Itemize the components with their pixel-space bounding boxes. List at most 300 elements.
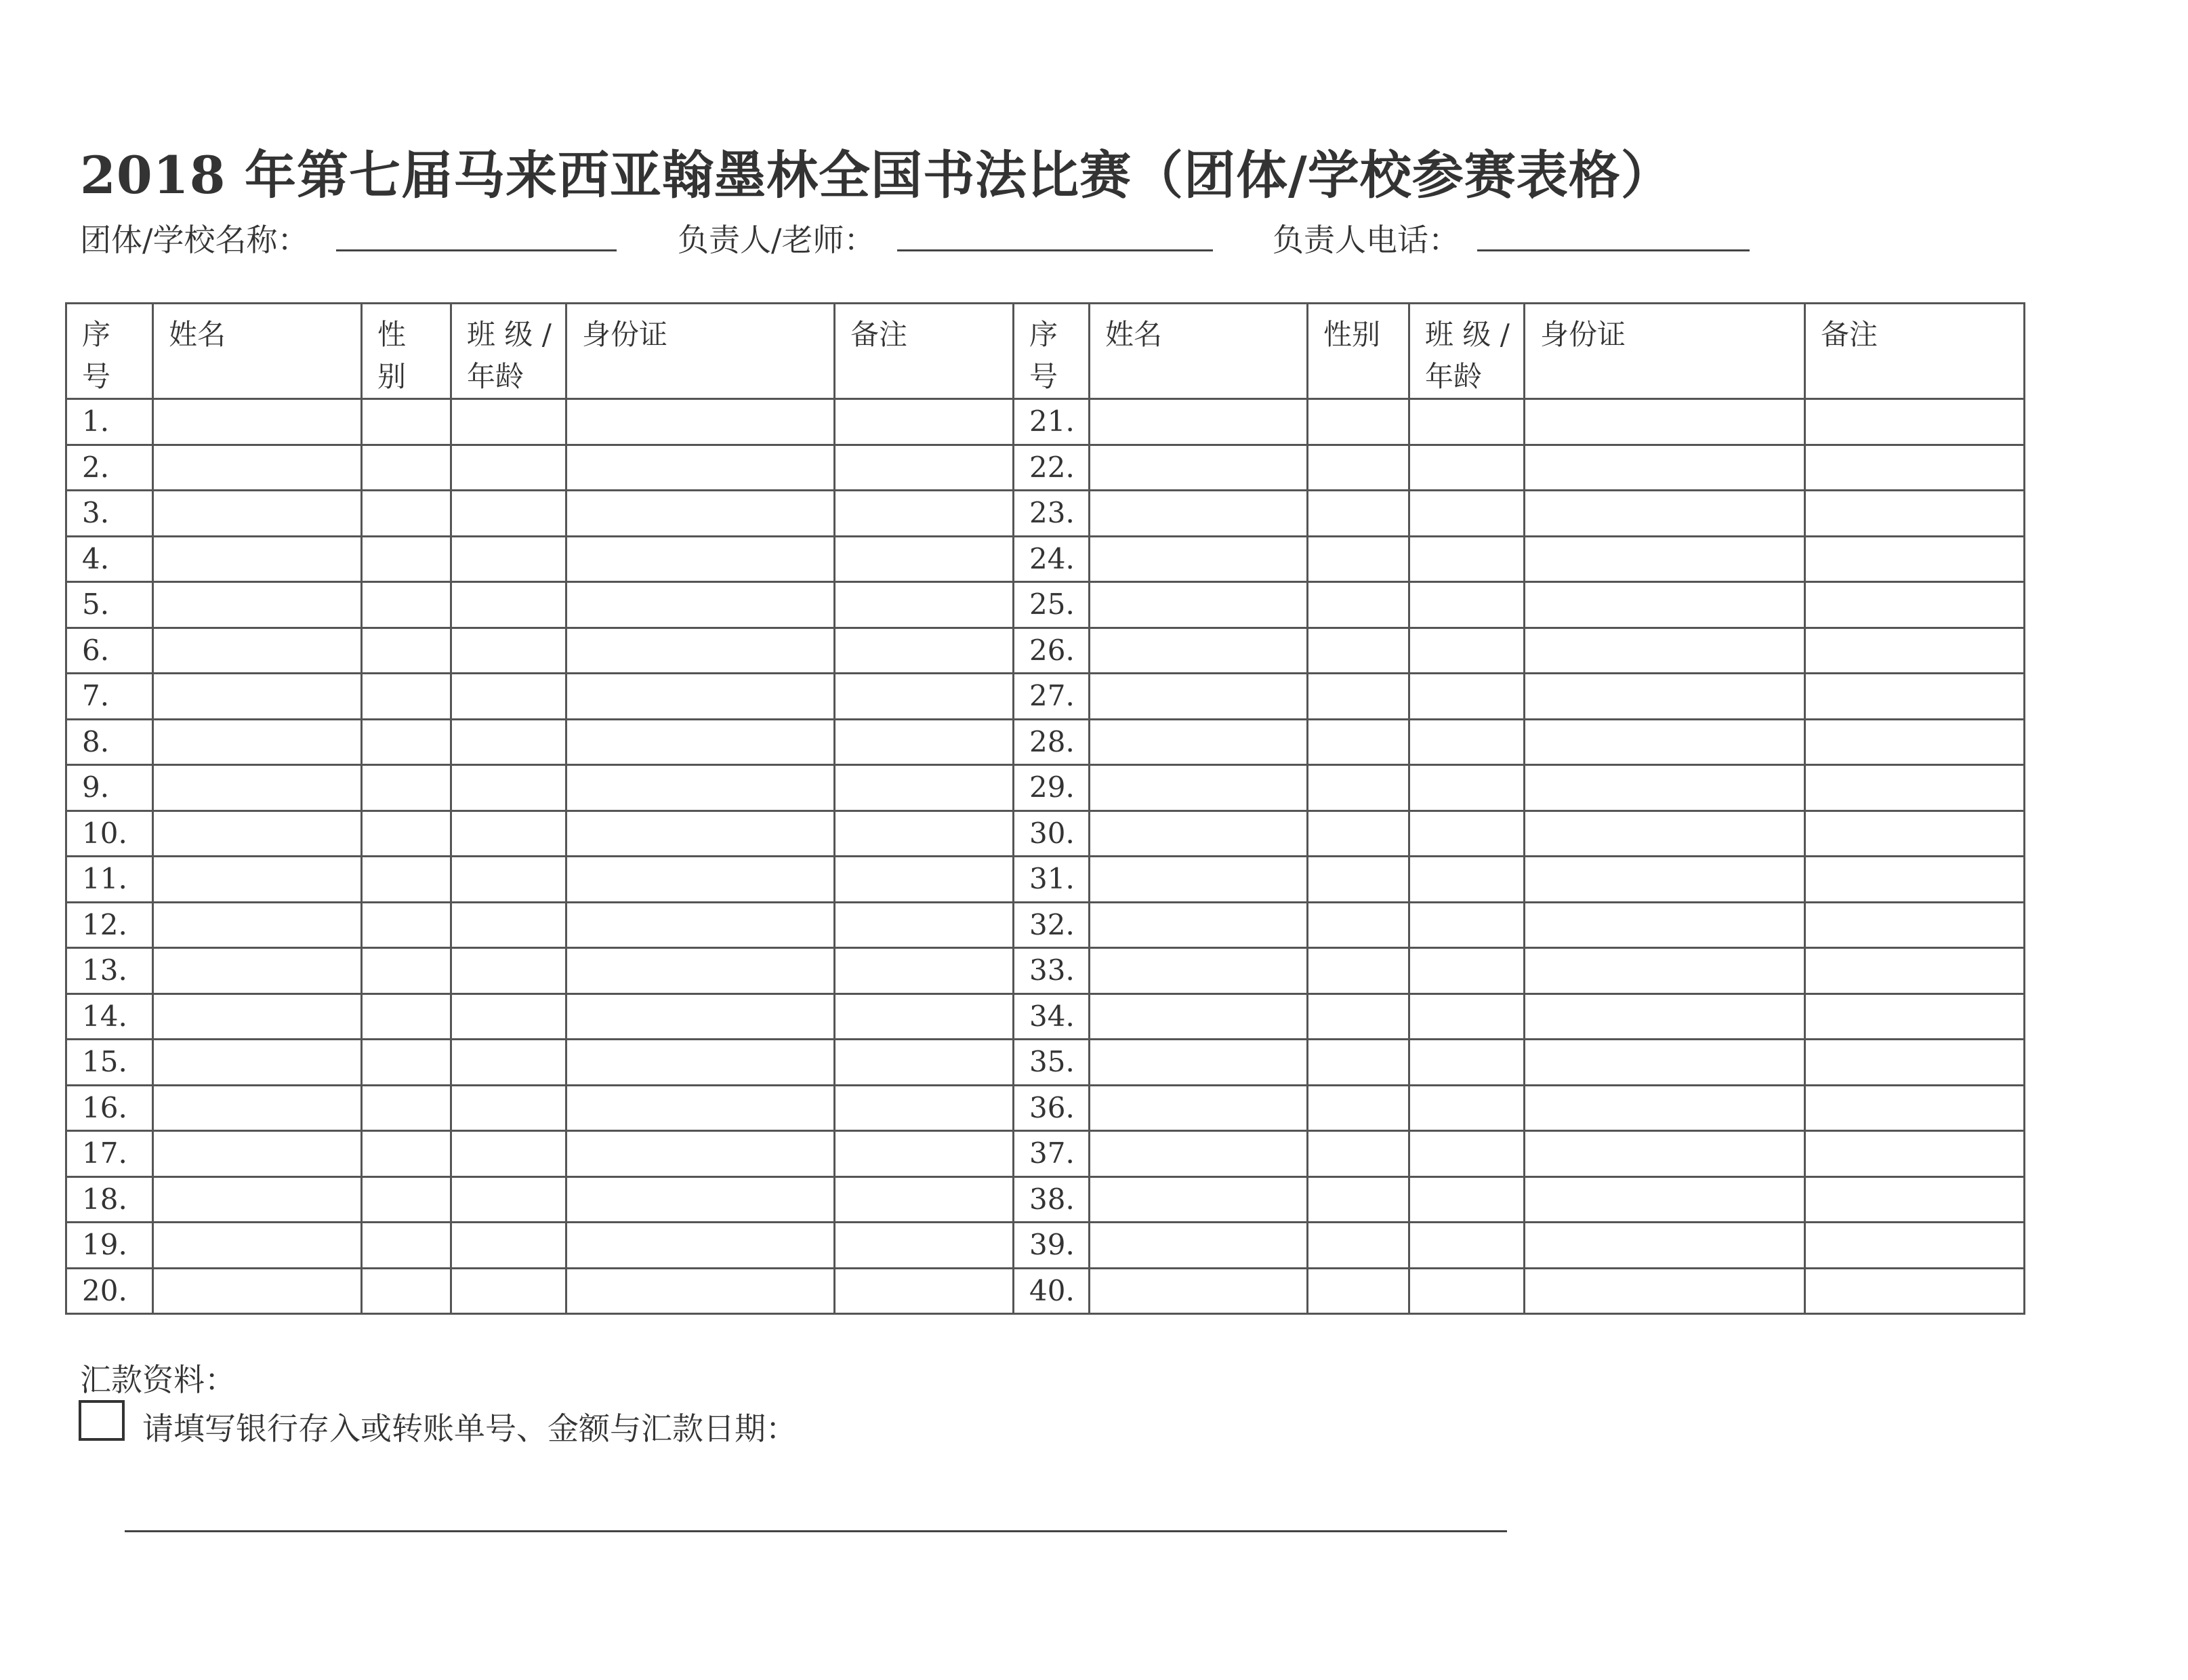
name-cell-left[interactable] (153, 1176, 362, 1223)
row-number-right: 26. (1014, 628, 1090, 674)
id-cell-right[interactable] (1525, 902, 1805, 948)
name-cell-left[interactable] (153, 1040, 362, 1086)
gender-cell-left[interactable] (362, 765, 451, 811)
class-age-cell-right[interactable] (1409, 1176, 1525, 1223)
gender-cell-left[interactable] (362, 811, 451, 857)
class-age-cell-right[interactable] (1409, 948, 1525, 994)
table-row (66, 491, 2025, 537)
teacher-input[interactable] (897, 249, 1213, 251)
phone-label: 负责人电话： (1273, 222, 1460, 258)
id-cell-left[interactable] (566, 857, 835, 903)
table-row (66, 902, 2025, 948)
remarks-cell-left[interactable] (835, 536, 1014, 582)
id-cell-left[interactable] (566, 1176, 835, 1223)
id-cell-left[interactable] (566, 491, 835, 537)
id-cell-right[interactable] (1525, 765, 1805, 811)
header-remarks-label: 备注 (1821, 318, 1878, 351)
name-cell-right[interactable] (1090, 1040, 1308, 1086)
gender-cell-left[interactable] (362, 1268, 451, 1314)
gender-cell-right[interactable] (1308, 1131, 1409, 1177)
name-cell-left[interactable] (153, 491, 362, 537)
id-cell-left[interactable] (566, 536, 835, 582)
name-cell-right[interactable] (1090, 445, 1308, 491)
remarks-cell-left[interactable] (835, 674, 1014, 720)
remarks-cell-right[interactable] (1805, 1176, 2025, 1223)
table-row (66, 857, 2025, 903)
id-cell-right[interactable] (1525, 1223, 1805, 1269)
name-cell-left[interactable] (153, 902, 362, 948)
header-class-bottom: 年龄 (467, 360, 524, 393)
id-cell-right[interactable] (1525, 1131, 1805, 1177)
remarks-cell-left[interactable] (835, 1040, 1014, 1086)
header-id-label: 身份证 (1540, 318, 1626, 351)
gender-cell-right[interactable] (1308, 582, 1409, 628)
row-number-right: 23. (1014, 491, 1090, 537)
name-cell-right[interactable] (1090, 1085, 1308, 1131)
name-cell-left[interactable] (153, 1268, 362, 1314)
class-age-cell-left[interactable] (451, 399, 566, 445)
remarks-cell-left[interactable] (835, 719, 1014, 765)
gender-cell-left[interactable] (362, 399, 451, 445)
header-remarks-label: 备注 (850, 318, 908, 351)
id-cell-right[interactable] (1525, 399, 1805, 445)
id-cell-right[interactable] (1525, 719, 1805, 765)
class-age-cell-right[interactable] (1409, 1040, 1525, 1086)
id-cell-left[interactable] (566, 628, 835, 674)
gender-cell-left[interactable] (362, 491, 451, 537)
remarks-cell-left[interactable] (835, 1176, 1014, 1223)
gender-cell-left[interactable] (362, 719, 451, 765)
remarks-cell-right[interactable] (1805, 536, 2025, 582)
row-number-right: 40. (1014, 1268, 1090, 1314)
name-cell-right[interactable] (1090, 628, 1308, 674)
class-age-cell-left[interactable] (451, 902, 566, 948)
header-seq-left (66, 304, 153, 399)
remarks-cell-left[interactable] (835, 1268, 1014, 1314)
row-number-right: 29. (1014, 765, 1090, 811)
id-cell-right[interactable] (1525, 674, 1805, 720)
name-cell-left[interactable] (153, 857, 362, 903)
row-number-left: 5. (66, 582, 153, 628)
name-cell-left[interactable] (153, 948, 362, 994)
gender-cell-right[interactable] (1308, 445, 1409, 491)
class-age-cell-left[interactable] (451, 628, 566, 674)
gender-cell-left[interactable] (362, 445, 451, 491)
gender-cell-left[interactable] (362, 674, 451, 720)
table-row (66, 399, 2025, 445)
name-cell-left[interactable] (153, 628, 362, 674)
row-number-right: 32. (1014, 902, 1090, 948)
gender-cell-left[interactable] (362, 1131, 451, 1177)
form-title: 2018 年第七届马来西亚翰墨林全国书法比赛（团体/学校参赛表格） (80, 145, 1673, 205)
id-cell-left[interactable] (566, 948, 835, 994)
remarks-cell-left[interactable] (835, 491, 1014, 537)
gender-cell-right[interactable] (1308, 1085, 1409, 1131)
class-age-cell-left[interactable] (451, 948, 566, 994)
gender-cell-right[interactable] (1308, 1040, 1409, 1086)
name-cell-right[interactable] (1090, 582, 1308, 628)
remarks-cell-left[interactable] (835, 1131, 1014, 1177)
gender-cell-right[interactable] (1308, 765, 1409, 811)
class-age-cell-left[interactable] (451, 1131, 566, 1177)
phone-input[interactable] (1477, 249, 1750, 251)
remittance-input-line[interactable] (125, 1530, 1507, 1532)
row-number-right: 27. (1014, 674, 1090, 720)
remarks-cell-left[interactable] (835, 811, 1014, 857)
name-cell-right[interactable] (1090, 811, 1308, 857)
org-name-input[interactable] (336, 249, 617, 251)
class-age-cell-left[interactable] (451, 1176, 566, 1223)
name-cell-right[interactable] (1090, 536, 1308, 582)
table-header-row (66, 304, 2025, 399)
id-cell-right[interactable] (1525, 628, 1805, 674)
gender-cell-left[interactable] (362, 1176, 451, 1223)
id-cell-right[interactable] (1525, 1176, 1805, 1223)
remarks-cell-left[interactable] (835, 628, 1014, 674)
row-number-left: 7. (66, 674, 153, 720)
remarks-cell-right[interactable] (1805, 445, 2025, 491)
class-age-cell-left[interactable] (451, 811, 566, 857)
row-number-left: 10. (66, 811, 153, 857)
table-row (66, 811, 2025, 857)
remarks-cell-right[interactable] (1805, 491, 2025, 537)
name-cell-right[interactable] (1090, 765, 1308, 811)
name-cell-left[interactable] (153, 765, 362, 811)
gender-cell-right[interactable] (1308, 1176, 1409, 1223)
id-cell-left[interactable] (566, 674, 835, 720)
table-row (66, 582, 2025, 628)
class-age-cell-left[interactable] (451, 719, 566, 765)
row-number-left: 4. (66, 536, 153, 582)
remarks-cell-right[interactable] (1805, 902, 2025, 948)
name-cell-left[interactable] (153, 536, 362, 582)
table-row (66, 1040, 2025, 1086)
row-number-left: 15. (66, 1040, 153, 1086)
remarks-cell-right[interactable] (1805, 582, 2025, 628)
id-cell-left[interactable] (566, 719, 835, 765)
class-age-cell-right[interactable] (1409, 1131, 1525, 1177)
name-cell-right[interactable] (1090, 399, 1308, 445)
row-number-left: 17. (66, 1131, 153, 1177)
row-number-left: 18. (66, 1176, 153, 1223)
remarks-cell-left[interactable] (835, 857, 1014, 903)
name-cell-left[interactable] (153, 399, 362, 445)
row-number-left: 6. (66, 628, 153, 674)
header-gender-top: 性 (377, 318, 407, 351)
gender-cell-right[interactable] (1308, 674, 1409, 720)
gender-cell-left[interactable] (362, 1223, 451, 1269)
row-number-right: 39. (1014, 1223, 1090, 1269)
row-number-right: 30. (1014, 811, 1090, 857)
gender-cell-right[interactable] (1308, 948, 1409, 994)
header-name-label: 姓名 (1105, 318, 1163, 351)
row-number-right: 34. (1014, 993, 1090, 1040)
class-age-cell-right[interactable] (1409, 1223, 1525, 1269)
class-age-cell-left[interactable] (451, 536, 566, 582)
name-cell-left[interactable] (153, 811, 362, 857)
id-cell-right[interactable] (1525, 993, 1805, 1040)
teacher-label: 负责人/老师： (678, 222, 875, 258)
org-name-label: 团体/学校名称： (80, 222, 309, 258)
header-class-top: 班 级 / (467, 318, 552, 351)
gender-cell-left[interactable] (362, 948, 451, 994)
header-seq-bottom: 号 (82, 360, 111, 393)
header-gender-left (362, 304, 451, 399)
gender-cell-left[interactable] (362, 857, 451, 903)
table-row (66, 1085, 2025, 1131)
header-gender-bottom: 别 (377, 360, 407, 393)
name-cell-right[interactable] (1090, 491, 1308, 537)
name-cell-left[interactable] (153, 445, 362, 491)
remarks-cell-right[interactable] (1805, 1268, 2025, 1314)
id-cell-right[interactable] (1525, 1085, 1805, 1131)
table-row (66, 445, 2025, 491)
id-cell-left[interactable] (566, 582, 835, 628)
id-cell-right[interactable] (1525, 1268, 1805, 1314)
remarks-cell-left[interactable] (835, 765, 1014, 811)
class-age-cell-right[interactable] (1409, 582, 1525, 628)
remarks-cell-right[interactable] (1805, 628, 2025, 674)
gender-cell-right[interactable] (1308, 857, 1409, 903)
row-number-right: 38. (1014, 1176, 1090, 1223)
class-age-cell-right[interactable] (1409, 491, 1525, 537)
gender-cell-right[interactable] (1308, 993, 1409, 1040)
gender-cell-right[interactable] (1308, 1223, 1409, 1269)
class-age-cell-right[interactable] (1409, 993, 1525, 1040)
class-age-cell-right[interactable] (1409, 902, 1525, 948)
id-cell-left[interactable] (566, 1268, 835, 1314)
participants-table (65, 302, 2025, 1315)
id-cell-left[interactable] (566, 993, 835, 1040)
name-cell-left[interactable] (153, 1131, 362, 1177)
remarks-cell-left[interactable] (835, 948, 1014, 994)
header-id-label: 身份证 (582, 318, 668, 351)
class-age-cell-left[interactable] (451, 993, 566, 1040)
id-cell-right[interactable] (1525, 582, 1805, 628)
gender-cell-right[interactable] (1308, 1268, 1409, 1314)
gender-cell-left[interactable] (362, 1085, 451, 1131)
class-age-cell-left[interactable] (451, 1085, 566, 1131)
table-row (66, 674, 2025, 720)
header-id-right (1525, 304, 1805, 399)
table-row (66, 1176, 2025, 1223)
header-seq-top: 序 (82, 318, 111, 351)
remarks-cell-right[interactable] (1805, 993, 2025, 1040)
remarks-cell-left[interactable] (835, 993, 1014, 1040)
id-cell-right[interactable] (1525, 811, 1805, 857)
class-age-cell-left[interactable] (451, 1268, 566, 1314)
class-age-cell-left[interactable] (451, 1223, 566, 1269)
table-row (66, 719, 2025, 765)
name-cell-right[interactable] (1090, 857, 1308, 903)
row-number-left: 12. (66, 902, 153, 948)
row-number-right: 36. (1014, 1085, 1090, 1131)
remittance-label: 汇款资料： (80, 1361, 236, 1398)
class-age-cell-right[interactable] (1409, 857, 1525, 903)
header-seq-right (1014, 304, 1090, 399)
id-cell-left[interactable] (566, 1085, 835, 1131)
remarks-cell-right[interactable] (1805, 719, 2025, 765)
row-number-right: 21. (1014, 399, 1090, 445)
class-age-cell-left[interactable] (451, 1040, 566, 1086)
id-cell-right[interactable] (1525, 536, 1805, 582)
remarks-cell-right[interactable] (1805, 1131, 2025, 1177)
header-id-left (566, 304, 835, 399)
class-age-cell-right[interactable] (1409, 1085, 1525, 1131)
gender-cell-right[interactable] (1308, 536, 1409, 582)
table-row (66, 765, 2025, 811)
row-number-right: 33. (1014, 948, 1090, 994)
class-age-cell-right[interactable] (1409, 719, 1525, 765)
name-cell-right[interactable] (1090, 993, 1308, 1040)
remarks-cell-left[interactable] (835, 399, 1014, 445)
gender-cell-right[interactable] (1308, 399, 1409, 445)
row-number-left: 20. (66, 1268, 153, 1314)
remarks-cell-right[interactable] (1805, 857, 2025, 903)
header-class-right (1409, 304, 1525, 399)
class-age-cell-right[interactable] (1409, 628, 1525, 674)
row-number-left: 19. (66, 1223, 153, 1269)
remarks-cell-right[interactable] (1805, 1085, 2025, 1131)
remarks-cell-right[interactable] (1805, 399, 2025, 445)
name-cell-right[interactable] (1090, 1131, 1308, 1177)
table-row (66, 628, 2025, 674)
row-number-left: 2. (66, 445, 153, 491)
remarks-cell-right[interactable] (1805, 674, 2025, 720)
gender-cell-left[interactable] (362, 536, 451, 582)
class-age-cell-right[interactable] (1409, 536, 1525, 582)
class-age-cell-right[interactable] (1409, 1268, 1525, 1314)
header-seq-top: 序 (1029, 318, 1058, 351)
id-cell-left[interactable] (566, 1223, 835, 1269)
header-gender-label: 性别 (1323, 318, 1381, 351)
row-number-right: 31. (1014, 857, 1090, 903)
row-number-right: 35. (1014, 1040, 1090, 1086)
class-age-cell-left[interactable] (451, 491, 566, 537)
row-number-right: 22. (1014, 445, 1090, 491)
class-age-cell-left[interactable] (451, 857, 566, 903)
remarks-cell-right[interactable] (1805, 765, 2025, 811)
gender-cell-left[interactable] (362, 582, 451, 628)
header-remarks-left (835, 304, 1014, 399)
header-seq-bottom: 号 (1029, 360, 1058, 393)
table-row (66, 948, 2025, 994)
gender-cell-right[interactable] (1308, 719, 1409, 765)
id-cell-left[interactable] (566, 1131, 835, 1177)
row-number-left: 11. (66, 857, 153, 903)
header-remarks-right (1805, 304, 2025, 399)
class-age-cell-left[interactable] (451, 445, 566, 491)
remittance-checkbox-label: 请填写银行存入或转账单号、金额与汇款日期： (142, 1410, 797, 1447)
header-gender-right (1308, 304, 1409, 399)
gender-cell-right[interactable] (1308, 628, 1409, 674)
class-age-cell-left[interactable] (451, 582, 566, 628)
id-cell-left[interactable] (566, 765, 835, 811)
id-cell-right[interactable] (1525, 491, 1805, 537)
name-cell-left[interactable] (153, 993, 362, 1040)
class-age-cell-left[interactable] (451, 765, 566, 811)
id-cell-right[interactable] (1525, 445, 1805, 491)
remarks-cell-left[interactable] (835, 445, 1014, 491)
id-cell-left[interactable] (566, 1040, 835, 1086)
row-number-left: 1. (66, 399, 153, 445)
name-cell-right[interactable] (1090, 902, 1308, 948)
remarks-cell-right[interactable] (1805, 1040, 2025, 1086)
name-cell-left[interactable] (153, 719, 362, 765)
remarks-cell-left[interactable] (835, 1085, 1014, 1131)
id-cell-right[interactable] (1525, 948, 1805, 994)
name-cell-right[interactable] (1090, 948, 1308, 994)
id-cell-right[interactable] (1525, 857, 1805, 903)
table-row (66, 1223, 2025, 1269)
gender-cell-left[interactable] (362, 902, 451, 948)
gender-cell-left[interactable] (362, 1040, 451, 1086)
name-cell-right[interactable] (1090, 1223, 1308, 1269)
header-name-right (1090, 304, 1308, 399)
name-cell-right[interactable] (1090, 1268, 1308, 1314)
row-number-left: 14. (66, 993, 153, 1040)
table-row (66, 1131, 2025, 1177)
class-age-cell-right[interactable] (1409, 399, 1525, 445)
id-cell-left[interactable] (566, 445, 835, 491)
name-cell-left[interactable] (153, 1085, 362, 1131)
class-age-cell-right[interactable] (1409, 674, 1525, 720)
id-cell-left[interactable] (566, 902, 835, 948)
id-cell-left[interactable] (566, 811, 835, 857)
class-age-cell-left[interactable] (451, 674, 566, 720)
name-cell-right[interactable] (1090, 1176, 1308, 1223)
name-cell-right[interactable] (1090, 674, 1308, 720)
id-cell-left[interactable] (566, 399, 835, 445)
name-cell-right[interactable] (1090, 719, 1308, 765)
table-row (66, 1268, 2025, 1314)
row-number-right: 25. (1014, 582, 1090, 628)
row-number-left: 9. (66, 765, 153, 811)
gender-cell-right[interactable] (1308, 811, 1409, 857)
table-row (66, 536, 2025, 582)
row-number-left: 8. (66, 719, 153, 765)
name-cell-left[interactable] (153, 1223, 362, 1269)
remarks-cell-right[interactable] (1805, 1223, 2025, 1269)
header-class-bottom: 年龄 (1425, 360, 1483, 393)
row-number-right: 37. (1014, 1131, 1090, 1177)
gender-cell-left[interactable] (362, 628, 451, 674)
name-cell-left[interactable] (153, 674, 362, 720)
table-row (66, 993, 2025, 1040)
row-number-right: 24. (1014, 536, 1090, 582)
header-class-left (451, 304, 566, 399)
gender-cell-left[interactable] (362, 993, 451, 1040)
row-number-left: 13. (66, 948, 153, 994)
remarks-cell-left[interactable] (835, 1223, 1014, 1269)
header-class-top: 班 级 / (1425, 318, 1510, 351)
remarks-cell-right[interactable] (1805, 811, 2025, 857)
remarks-cell-left[interactable] (835, 582, 1014, 628)
remarks-cell-right[interactable] (1805, 948, 2025, 994)
header-name-label: 姓名 (169, 318, 226, 351)
class-age-cell-right[interactable] (1409, 765, 1525, 811)
row-number-left: 16. (66, 1085, 153, 1131)
id-cell-right[interactable] (1525, 1040, 1805, 1086)
gender-cell-right[interactable] (1308, 902, 1409, 948)
row-number-right: 28. (1014, 719, 1090, 765)
name-cell-left[interactable] (153, 582, 362, 628)
gender-cell-right[interactable] (1308, 491, 1409, 537)
class-age-cell-right[interactable] (1409, 445, 1525, 491)
remarks-cell-left[interactable] (835, 902, 1014, 948)
class-age-cell-right[interactable] (1409, 811, 1525, 857)
remittance-checkbox[interactable] (79, 1400, 125, 1441)
